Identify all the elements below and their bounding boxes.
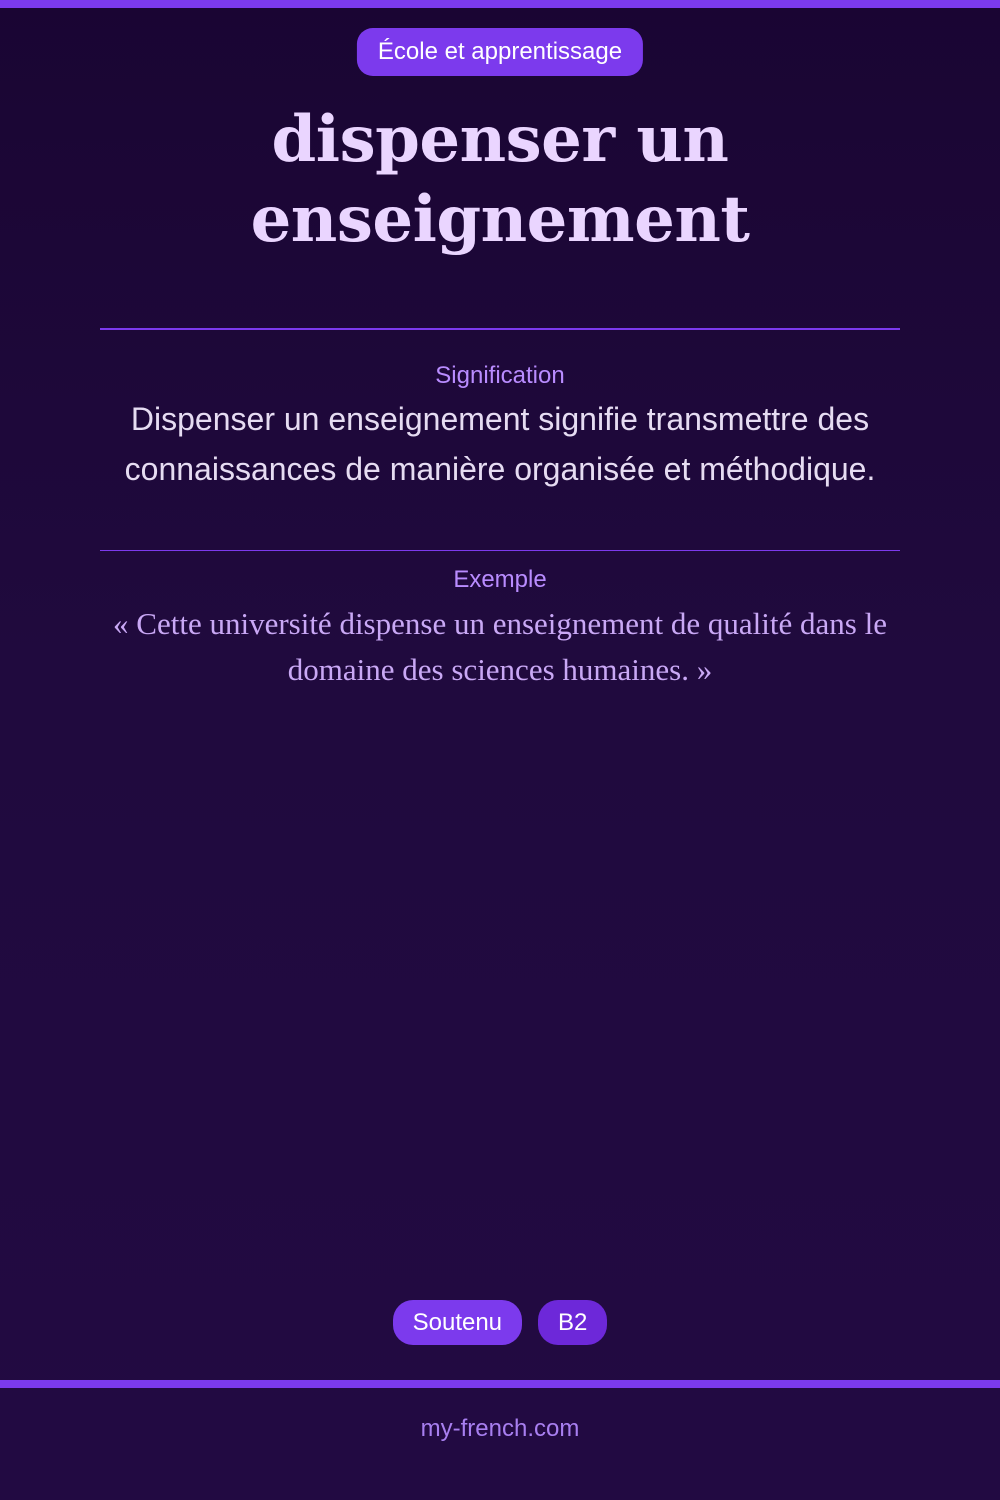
title-divider <box>100 328 900 330</box>
top-accent-bar <box>0 0 1000 8</box>
meaning-label: Signification <box>435 362 565 389</box>
example-text: « Cette université dispense un enseignement de qualité dans le domaine des sciences humaines. » <box>113 606 887 687</box>
expression-title: dispenser un enseignement <box>250 102 750 257</box>
category-badge: École et apprentissage <box>357 28 643 76</box>
register-tag: Soutenu <box>393 1300 522 1345</box>
bottom-accent-bar <box>0 1380 1000 1388</box>
example-label: Exemple <box>453 566 547 593</box>
section-divider <box>100 550 900 551</box>
footer-site: my-french.com <box>420 1415 580 1442</box>
level-tag: B2 <box>538 1300 607 1345</box>
tag-group <box>0 1300 1000 1345</box>
meaning-text: Dispenser un enseignement signifie transmettre des connaissances de manière organisée et méthodique. <box>124 401 876 487</box>
